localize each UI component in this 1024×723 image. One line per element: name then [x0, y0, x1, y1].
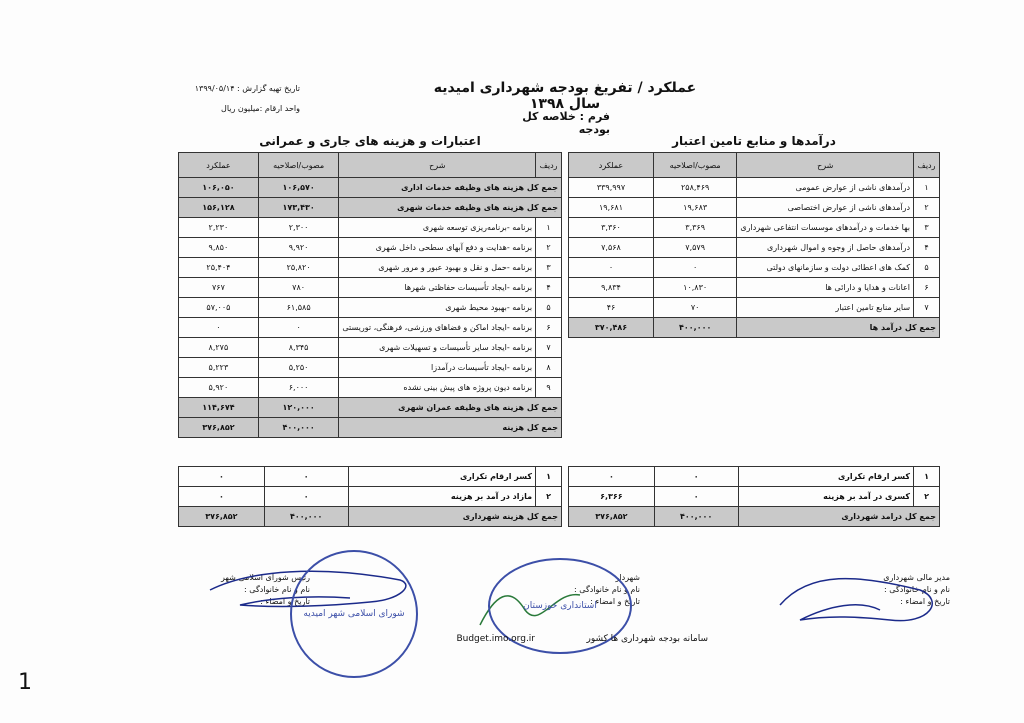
row-description: برنامه -ایجاد سایر تأسیسات و تسهیلات شهری	[339, 338, 536, 358]
total-actual: ۳۷۶,۸۵۲	[179, 418, 259, 438]
mayor-date: تاریخ و امضاء :	[590, 597, 640, 606]
row-actual: ۰	[179, 467, 265, 487]
row-approved: ۰	[258, 318, 339, 338]
row-description: برنامه -ایجاد تأسیسات درآمدزا	[339, 358, 536, 378]
sum-label: جمع کل هزینه های وظیفه عمران شهری	[339, 398, 562, 418]
report-date: تاریخ تهیه گزارش : ۱۳۹۹/۰۵/۱۴	[194, 84, 300, 93]
row-description: برنامه دیون پروژه های پیش بینی نشده	[339, 378, 536, 398]
row-description: بها خدمات و درآمدهای موسسات انتفاعی شهرداری	[737, 218, 914, 238]
table-row	[179, 318, 562, 338]
row-approved: ۶,۰۰۰	[258, 378, 339, 398]
total-actual: ۳۷۶,۸۵۲	[179, 507, 265, 527]
row-approved: ۰	[654, 467, 738, 487]
row-actual: ۹,۸۵۰	[179, 238, 259, 258]
row-actual: ۱۹,۶۸۱	[569, 198, 654, 218]
row-approved: ۷۸۰	[258, 278, 339, 298]
table-row	[179, 298, 562, 318]
row-number: ۲	[536, 238, 562, 258]
table-row	[569, 278, 940, 298]
row-actual: ۰	[179, 318, 259, 338]
row-number: ۱	[536, 218, 562, 238]
table-row	[569, 178, 940, 198]
row-approved: ۰	[653, 258, 736, 278]
council-date: تاریخ و امضاء :	[260, 597, 310, 606]
row-approved: ۷,۵۷۹	[653, 238, 736, 258]
page-number: 1	[18, 670, 32, 695]
row-number: ۷	[914, 298, 940, 318]
page-title: عملکرد / تفریغ بودجه شهرداری امیدیه سال ۱۳۹۸	[433, 80, 697, 112]
row-description: اعانات و هدایا و دارائی ها	[737, 278, 914, 298]
row-actual: ۷,۵۶۸	[569, 238, 654, 258]
col-actual: عملکرد	[179, 153, 259, 178]
table-row	[569, 218, 940, 238]
sum-actual: ۱۱۴,۶۷۴	[179, 398, 259, 418]
row-description: درآمدهای ناشی از عوارض اختصاصی	[737, 198, 914, 218]
col-row: ردیف	[536, 153, 562, 178]
row-number: ۱	[536, 467, 562, 487]
sum-approved: ۱۰۶,۵۷۰	[258, 178, 339, 198]
row-description: درآمدهای ناشی از عوارض عمومی	[737, 178, 914, 198]
council-stamp	[290, 550, 418, 678]
revenue-table	[568, 152, 940, 338]
row-number: ۶	[536, 318, 562, 338]
revenue-total-row	[569, 318, 940, 338]
footer-system: سامانه بودجه شهرداری ها کشور	[586, 634, 708, 644]
row-description: برنامه -ایجاد تأسیسات حفاظتی شهرها	[339, 278, 536, 298]
table-row	[179, 378, 562, 398]
total-label: جمع کل هزینه شهرداری	[348, 507, 561, 527]
row-number: ۸	[536, 358, 562, 378]
total-approved: ۴۰۰,۰۰۰	[264, 507, 348, 527]
row-number: ۳	[914, 218, 940, 238]
form-label: فرم : خلاصه کل بودجه	[522, 110, 610, 136]
row-actual: ۷۶۷	[179, 278, 259, 298]
expense-table	[178, 152, 562, 438]
row-number: ۴	[914, 238, 940, 258]
total-actual: ۳۷۰,۴۸۶	[569, 318, 654, 338]
sum-actual: ۱۰۶,۰۵۰	[179, 178, 259, 198]
row-approved: ۶۱,۵۸۵	[258, 298, 339, 318]
row-actual: ۲,۲۳۰	[179, 218, 259, 238]
row-number: ۴	[536, 278, 562, 298]
row-approved: ۱۰,۸۳۰	[653, 278, 736, 298]
revenue-heading: درآمدها و منابع تامین اعتبار	[672, 134, 836, 148]
bottom-total-row	[569, 507, 940, 527]
expense-heading: اعتبارات و هزینه های جاری و عمرانی	[259, 134, 481, 148]
expense-total-row	[179, 418, 562, 438]
table-row	[179, 278, 562, 298]
row-actual: ۴۶	[569, 298, 654, 318]
footer-site: Budget.imo.org.ir	[456, 634, 535, 644]
table-row	[179, 238, 562, 258]
table-row	[179, 338, 562, 358]
bottom-left-table	[178, 466, 562, 527]
sum-actual: ۱۵۶,۱۲۸	[179, 198, 259, 218]
row-actual: ۲۵,۴۰۴	[179, 258, 259, 278]
council-name: نام و نام خانوادگی :	[244, 585, 310, 594]
row-actual: ۶,۳۶۶	[569, 487, 655, 507]
row-description: سایر منابع تامین اعتبار	[737, 298, 914, 318]
row-number: ۵	[914, 258, 940, 278]
total-label: جمع کل درآمد ها	[737, 318, 940, 338]
finance-title: مدیر مالی شهرداری	[883, 573, 950, 582]
row-approved: ۳,۳۶۹	[653, 218, 736, 238]
row-number: ۹	[536, 378, 562, 398]
total-approved: ۴۰۰,۰۰۰	[654, 507, 738, 527]
row-number: ۶	[914, 278, 940, 298]
sum-dev-row	[179, 398, 562, 418]
mayor-title: شهردار	[615, 573, 640, 582]
row-approved: ۰	[264, 467, 348, 487]
table-row	[569, 198, 940, 218]
sum-approved: ۱۷۳,۴۳۰	[258, 198, 339, 218]
row-actual: ۵,۹۲۰	[179, 378, 259, 398]
table-row	[569, 258, 940, 278]
row-actual: ۰	[569, 467, 655, 487]
row-label: مازاد در آمد بر هزینه	[348, 487, 536, 507]
bottom-row	[569, 487, 940, 507]
total-actual: ۳۷۶,۸۵۲	[569, 507, 655, 527]
col-approved: مصوب/اصلاحیه	[653, 153, 736, 178]
row-actual: ۵,۲۲۳	[179, 358, 259, 378]
row-description: برنامه -برنامه‌ریزی توسعه شهری	[339, 218, 536, 238]
row-actual: ۸,۲۷۵	[179, 338, 259, 358]
table-header-row	[569, 153, 940, 178]
col-desc: شرح	[737, 153, 914, 178]
bottom-row	[569, 467, 940, 487]
mayor-name: نام و نام خانوادگی :	[574, 585, 640, 594]
table-header-row	[179, 153, 562, 178]
sum-admin-row	[179, 178, 562, 198]
row-approved: ۱۹,۶۸۳	[653, 198, 736, 218]
table-row	[569, 298, 940, 318]
total-approved: ۴۰۰,۰۰۰	[258, 418, 339, 438]
row-approved: ۹,۹۲۰	[258, 238, 339, 258]
row-description: برنامه -بهبود محیط شهری	[339, 298, 536, 318]
row-number: ۱	[914, 467, 940, 487]
row-approved: ۵,۲۵۰	[258, 358, 339, 378]
row-number: ۲	[914, 198, 940, 218]
row-number: ۷	[536, 338, 562, 358]
row-approved: ۰	[264, 487, 348, 507]
row-number: ۵	[536, 298, 562, 318]
row-description: برنامه -ایجاد اماکن و فضاهای ورزشی، فرهنگی، توریستی	[339, 318, 536, 338]
row-description: درآمدهای حاصل از وجوه و اموال شهرداری	[737, 238, 914, 258]
col-actual: عملکرد	[569, 153, 654, 178]
sum-label: جمع کل هزینه های وظیفه خدمات شهری	[339, 198, 562, 218]
row-approved: ۰	[654, 487, 738, 507]
finance-date: تاریخ و امضاء :	[900, 597, 950, 606]
row-number: ۱	[914, 178, 940, 198]
row-actual: ۰	[569, 258, 654, 278]
row-actual: ۳,۳۶۰	[569, 218, 654, 238]
sum-label: جمع کل هزینه های وظیفه خدمات اداری	[339, 178, 562, 198]
col-row: ردیف	[914, 153, 940, 178]
row-label: کسر ارقام تکراری	[738, 467, 914, 487]
row-description: برنامه -هدایت و دفع آبهای سطحی داخل شهری	[339, 238, 536, 258]
bottom-row	[179, 487, 562, 507]
row-number: ۲	[536, 487, 562, 507]
table-row	[179, 358, 562, 378]
finance-signature-scribble	[770, 565, 950, 635]
bottom-row	[179, 467, 562, 487]
row-actual: ۳۳۹,۹۹۷	[569, 178, 654, 198]
bottom-total-row	[179, 507, 562, 527]
table-row	[179, 258, 562, 278]
unit-label: واحد ارقام :میلیون ریال	[221, 104, 300, 113]
row-description: کمک های اعطائی دولت و سازمانهای دولتی	[737, 258, 914, 278]
col-desc: شرح	[339, 153, 536, 178]
row-approved: ۲۵۸,۴۶۹	[653, 178, 736, 198]
total-approved: ۴۰۰,۰۰۰	[653, 318, 736, 338]
total-label: جمع کل هزینه	[339, 418, 562, 438]
row-approved: ۸,۳۴۵	[258, 338, 339, 358]
col-approved: مصوب/اصلاحیه	[258, 153, 339, 178]
total-label: جمع کل درامد شهرداری	[738, 507, 939, 527]
row-approved: ۲,۳۰۰	[258, 218, 339, 238]
table-row	[569, 238, 940, 258]
row-actual: ۹,۸۳۴	[569, 278, 654, 298]
council-title: رئیس شورای اسلامی شهر	[221, 573, 310, 582]
sum-city-row	[179, 198, 562, 218]
row-description: برنامه -حمل و نقل و بهبود عبور و مرور شهری	[339, 258, 536, 278]
finance-name: نام و نام خانوادگی :	[884, 585, 950, 594]
row-number: ۳	[536, 258, 562, 278]
row-approved: ۷۰	[653, 298, 736, 318]
row-number: ۲	[914, 487, 940, 507]
row-approved: ۲۵,۸۲۰	[258, 258, 339, 278]
council-stamp-text: شورای اسلامی شهر امیدیه	[303, 609, 405, 619]
table-row	[179, 218, 562, 238]
row-actual: ۵۷,۰۰۵	[179, 298, 259, 318]
sum-approved: ۱۲۰,۰۰۰	[258, 398, 339, 418]
bottom-right-table	[568, 466, 940, 527]
row-actual: ۰	[179, 487, 265, 507]
row-label: کسر ارقام تکراری	[348, 467, 536, 487]
row-label: کسری در آمد بر هزینه	[738, 487, 914, 507]
ostan-stamp-text: استانداری خوزستان	[523, 601, 597, 611]
